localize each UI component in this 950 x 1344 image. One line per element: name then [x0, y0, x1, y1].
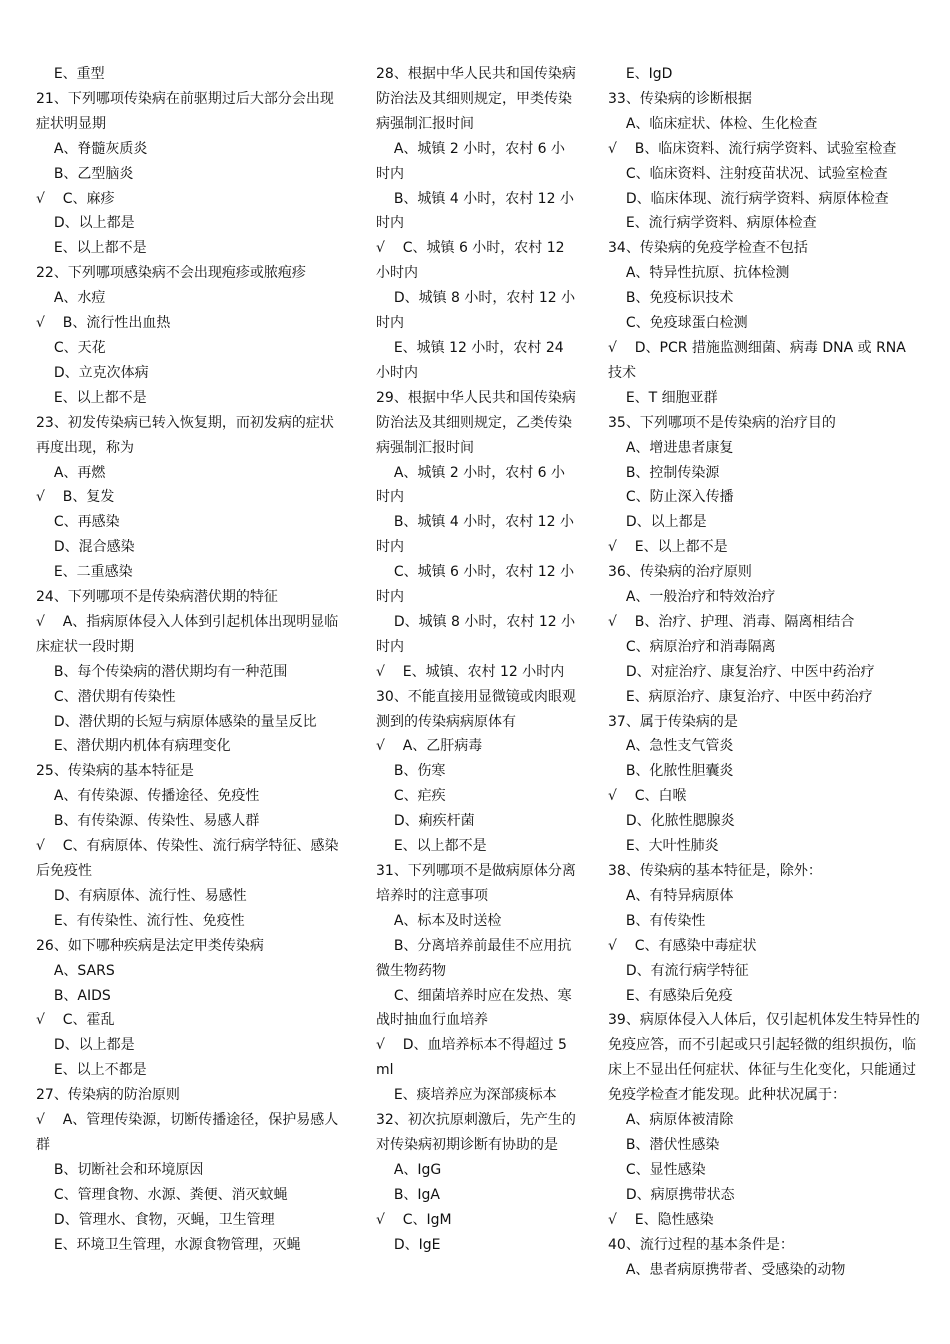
text-line: √ B、流行性出血热 — [36, 315, 171, 332]
text-line: E、有感染后免疫 — [608, 987, 733, 1004]
text-line: D、以上都是 — [608, 514, 707, 531]
text-line: √ C、麻疹 — [36, 190, 115, 207]
text-line: C、城镇 6 小时，农村 12 小时内 — [376, 564, 575, 606]
text-line: 28、根据中华人民共和国传染病防治法及其细则规定，甲类传染病强制汇报时间 — [376, 66, 576, 132]
text-line: A、有传染源、传播途径、免疫性 — [36, 788, 260, 805]
text-line: 29、根据中华人民共和国传染病防治法及其细则规定，乙类传染病强制汇报时间 — [376, 389, 576, 456]
text-line: C、再感染 — [36, 514, 120, 531]
text-line: E、环境卫生管理，水源食物管理，灭蝇 — [36, 1236, 301, 1253]
text-column-right — [608, 62, 920, 1282]
text-line: B、有传染源、传染性、易感人群 — [36, 813, 260, 830]
text-line: D、以上都是 — [36, 1037, 135, 1054]
text-line: C、病原治疗和消毒隔离 — [608, 638, 776, 655]
text-line: C、细菌培养时应在发热、寒战时抽血行血培养 — [376, 987, 572, 1029]
text-line: √ A、指病原体侵入人体到引起机体出现明显临床症状一段时期 — [36, 613, 339, 655]
text-line: A、病原体被清除 — [608, 1112, 734, 1129]
text-line: 39、病原体侵入人体后，仅引起机体发生特异性的免疫应答，而不引起或只引起轻微的组织损伤，临床上不显出任何症状、体征与生化变化，只能通过免疫学检查才能发现。此种状况属于： — [608, 1012, 920, 1104]
text-line: A、城镇 2 小时，农村 6 小时内 — [376, 140, 566, 182]
text-line: E、病原治疗、康复治疗、中医中药治疗 — [608, 688, 873, 705]
text-line: D、城镇 8 小时，农村 12 小时内 — [376, 613, 576, 655]
text-line: 32、初次抗原刺激后，先产生的对传染病初期诊断有协助的是 — [376, 1112, 576, 1153]
text-line: √ D、PCR 措施监测细菌、病毒 DNA 或 RNA 技术 — [608, 339, 911, 381]
text-line: C、显性感染 — [608, 1161, 706, 1178]
text-line: B、每个传染病的潜伏期均有一种范围 — [36, 663, 288, 680]
text-line: A、水痘 — [36, 290, 106, 307]
text-line: C、天花 — [36, 339, 106, 356]
text-line: E、流行病学资料、病原体检查 — [608, 215, 817, 232]
text-line: B、潜伏性感染 — [608, 1136, 720, 1153]
text-line: √ E、城镇、农村 12 小时内 — [376, 663, 565, 680]
text-line: 37、属于传染病的是 — [608, 713, 738, 730]
text-line: A、城镇 2 小时，农村 6 小时内 — [376, 464, 566, 506]
text-line: A、患者病原携带者、受感染的动物 — [608, 1261, 846, 1278]
text-line: E、IgD — [608, 66, 673, 82]
text-column-left — [36, 62, 346, 1258]
text-line: 40、流行过程的基本条件是： — [608, 1236, 794, 1253]
text-line: E、二重感染 — [36, 564, 133, 581]
text-line: E、以上都不是 — [36, 389, 147, 406]
text-line: 23、初发传染病已转入恢复期，而初发病的症状再度出现，称为 — [36, 414, 334, 456]
text-line: E、以上都不是 — [36, 240, 147, 257]
text-line: E、潜伏期内机体有病理变化 — [36, 738, 231, 755]
text-line: C、疟疾 — [376, 788, 446, 805]
text-line: B、控制传染源 — [608, 464, 720, 481]
text-line: A、标本及时送检 — [376, 912, 502, 929]
text-line: E、有传染性、流行性、免疫性 — [36, 912, 245, 929]
text-line: D、混合感染 — [36, 539, 135, 556]
text-line: √ C、城镇 6 小时，农村 12 小时内 — [376, 240, 570, 282]
text-line: A、急性支气管炎 — [608, 738, 734, 755]
text-line: E、城镇 12 小时，农村 24 小时内 — [376, 339, 569, 381]
text-line: 30、不能直接用显微镜或肉眼观测到的传染病病原体有 — [376, 688, 576, 730]
text-line: B、分离培养前最佳不应用抗微生物药物 — [376, 937, 572, 979]
text-line: A、有特异病原体 — [608, 887, 734, 904]
text-line: E、以上不都是 — [36, 1062, 147, 1079]
text-line: E、大叶性肺炎 — [608, 838, 719, 855]
text-line: D、立克次体病 — [36, 364, 149, 381]
text-line: E、以上都不是 — [376, 838, 487, 855]
text-line: B、切断社会和环境原因 — [36, 1161, 204, 1178]
text-line: √ A、管理传染源，切断传播途径，保护易感人群 — [36, 1112, 339, 1153]
text-line: √ B、临床资料、流行病学资料、试验室检查 — [608, 140, 897, 157]
text-line: C、潜伏期有传染性 — [36, 688, 176, 705]
text-line: 38、传染病的基本特征是，除外： — [608, 863, 822, 879]
text-line: 35、下列哪项不是传染病的治疗目的 — [608, 414, 836, 431]
text-line: C、免疫球蛋白检测 — [608, 315, 748, 332]
text-line: B、伤寒 — [376, 763, 446, 780]
text-line: B、AIDS — [36, 987, 111, 1004]
text-line: 34、传染病的免疫学检查不包括 — [608, 240, 808, 257]
text-line: D、城镇 8 小时，农村 12 小时内 — [376, 290, 576, 332]
text-line: 22、下列哪项感染病不会出现疱疹或脓疱疹 — [36, 265, 306, 282]
text-line: 36、传染病的治疗原则 — [608, 564, 752, 581]
text-line: B、化脓性胆囊炎 — [608, 763, 734, 780]
text-line: 25、传染病的基本特征是 — [36, 763, 194, 780]
text-line: √ E、以上都不是 — [608, 539, 728, 556]
text-line: A、一般治疗和特效治疗 — [608, 589, 776, 606]
text-line: D、化脓性腮腺炎 — [608, 813, 735, 830]
text-line: D、临床体现、流行病学资料、病原体检查 — [608, 190, 889, 207]
text-line: E、重型 — [36, 66, 105, 82]
text-line: C、防止深入传播 — [608, 489, 734, 506]
text-line: 24、下列哪项不是传染病潜伏期的特征 — [36, 589, 278, 606]
text-line: √ E、隐性感染 — [608, 1211, 714, 1228]
text-line: B、有传染性 — [608, 912, 706, 929]
text-line: √ B、治疗、护理、消毒、隔离相结合 — [608, 613, 855, 630]
text-line: A、增进患者康复 — [608, 439, 734, 456]
text-line: √ C、IgM — [376, 1211, 452, 1228]
text-line: B、乙型脑炎 — [36, 165, 134, 182]
text-line: √ A、乙肝病毒 — [376, 738, 483, 755]
text-line: D、以上都是 — [36, 215, 135, 232]
text-line: D、有流行病学特征 — [608, 962, 749, 979]
text-line: A、再燃 — [36, 464, 106, 481]
text-line: B、城镇 4 小时，农村 12 小时内 — [376, 514, 574, 556]
text-line: 27、传染病的防治原则 — [36, 1087, 180, 1104]
text-line: D、有病原体、流行性、易感性 — [36, 887, 247, 904]
text-line: √ C、霍乱 — [36, 1012, 115, 1029]
text-line: 33、传染病的诊断根据 — [608, 90, 752, 107]
text-line: √ B、复发 — [36, 489, 115, 506]
text-line: A、SARS — [36, 962, 115, 979]
text-line: E、T 细胞亚群 — [608, 389, 718, 406]
text-line: A、特异性抗原、抗体检测 — [608, 265, 790, 282]
text-line: √ C、有感染中毒症状 — [608, 937, 757, 954]
text-column-middle — [376, 62, 576, 1258]
text-line: 21、下列哪项传染病在前驱期过后大部分会出现症状明显期 — [36, 90, 334, 132]
text-line: D、对症治疗、康复治疗、中医中药治疗 — [608, 663, 875, 680]
text-line: B、城镇 4 小时，农村 12 小时内 — [376, 190, 574, 232]
text-line: B、IgA — [376, 1186, 441, 1203]
text-line: D、IgE — [376, 1236, 441, 1253]
text-line: A、临床症状、体检、生化检查 — [608, 115, 818, 132]
text-line: C、管理食物、水源、粪便、消灭蚊蝇 — [36, 1186, 288, 1203]
text-line: A、脊髓灰质炎 — [36, 140, 148, 157]
text-line: √ C、白喉 — [608, 788, 687, 805]
text-line: C、临床资料、注射疫苗状况、试验室检查 — [608, 165, 888, 182]
text-line: B、免疫标识技术 — [608, 290, 734, 307]
text-line: 26、如下哪种疾病是法定甲类传染病 — [36, 937, 264, 954]
text-line: D、管理水、食物，灭蝇，卫生管理 — [36, 1211, 275, 1228]
text-line: D、痢疾杆菌 — [376, 813, 475, 830]
text-line: √ C、有病原体、传染性、流行病学特征、感染后免疫性 — [36, 838, 339, 879]
text-line: A、IgG — [376, 1161, 442, 1178]
text-line: D、潜伏期的长短与病原体感染的量呈反比 — [36, 713, 317, 730]
text-line: D、病原携带状态 — [608, 1186, 735, 1203]
text-line: E、痰培养应为深部痰标本 — [376, 1087, 557, 1104]
text-line: √ D、血培养标本不得超过 5ml — [376, 1037, 567, 1079]
text-line: 31、下列哪项不是做病原体分离培养时的注意事项 — [376, 863, 576, 904]
